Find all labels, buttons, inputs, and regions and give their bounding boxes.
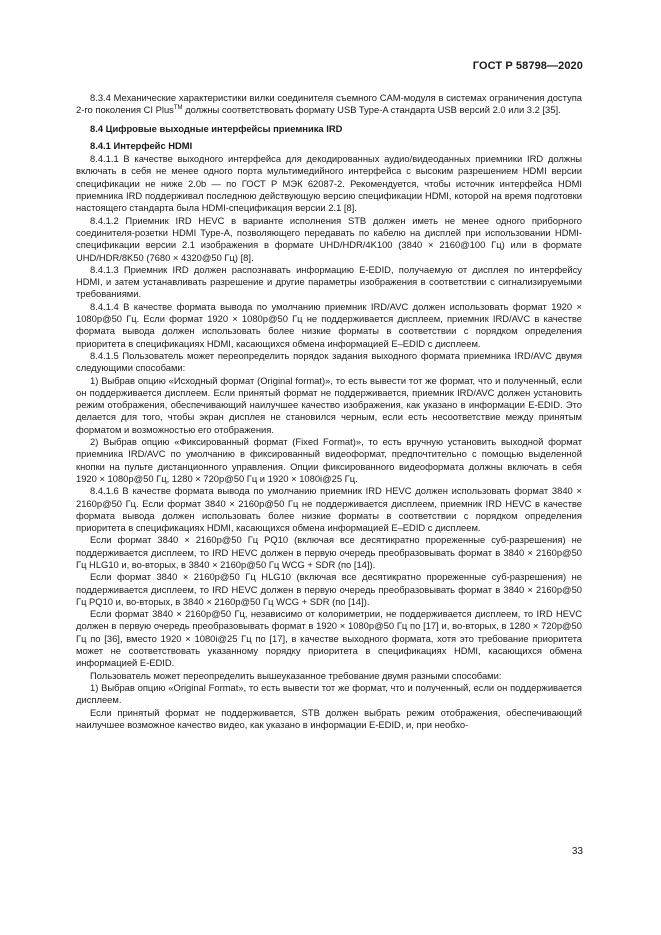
paragraph-8-4-1-4: 8.4.1.4 В качестве формата вывода по умолчанию приемник IRD/AVC должен использовать формат 1920 × 1080p@50 Гц. Если формат 1920 × 1080p@50 Гц не поддерживается дисплеем, приемник IRD/AVC в качестве формата вывода должен использовать более низкие форматы в соответствии с порядком определения приоритета в спецификациях HDMI, касающихся обмена информацией E–EDID с дисплеем. (76, 300, 582, 349)
document-code: ГОСТ Р 58798—2020 (472, 60, 583, 72)
document-body (76, 92, 582, 731)
paragraph-text: 8.3.4 Механические характеристики вилки соединителя съемного CAM-модуля в системах ограничения доступа 2-го поколения CI Plus (76, 92, 582, 116)
paragraph-user-override: Пользователь может переопределить вышеуказанное требование двумя разными способами: (90, 669, 502, 681)
paragraph-8-4-1-5-option-1: 1) Выбрав опцию «Исходный формат (Original format)», то есть вывести тот же формат, что и полученный, если он поддерживается дисплеем. Если принятый формат не поддерживается, приемник IRD/AVC должен установить режим отображения, обеспечивающий наилучшее качество изображения, как указано в информации E-EDID. Это делается для того, чтобы экран дисплея не становился черным, если есть несоответствие между принятым форматом и возможностью его отображения. (76, 374, 582, 435)
paragraph-8-4-1-1: 8.4.1.1 В качестве выходного интерфейса для декодированных аудио/видеоданных приемники IRD должны включать в себя не менее одного порта мультимедийного интерфейса с высоким разрешением HDMI версии спецификации не ниже 2.0b — по ГОСТ Р МЭК 62087-2. Рекомендуется, чтобы источник интерфейса HDMI приемника IRD поддерживал последнюю действующую версию спецификации HDMI, которой на время подготовки настоящего стандарта была HDMI-спецификация версии 2.1 [8]. (76, 153, 582, 214)
paragraph-unsupported-format: Если принятый формат не поддерживается, STB должен выбрать режим отображения, обеспечивающий наилучшее возможное качество видео, как указано в информации E-EDID, и, при необхо- (76, 706, 582, 730)
page-number: 33 (571, 846, 583, 857)
paragraph-hlg10: Если формат 3840 × 2160p@50 Гц HLG10 (включая все десятикратно прореженные суб-разрешения) не поддерживается дисплеем, то IRD HEVC должен в первую очередь преобразовывать формат в 3840 × 2160p@50 Гц PQ10 и, во-вторых, в 3840 × 2160p@50 Гц WCG + SDR (по [14]). (76, 571, 582, 607)
paragraph-8-4-1-2: 8.4.1.2 Приемник IRD HEVC в варианте исполнения STB должен иметь не менее одного приборного соединителя-розетки HDMI Type-A, позволяющего передавать по кабелю на дисплей при использовании HDMI-спецификации версии 2.1 изображения в формате UHD/HDR/4K100 (3840 × 2160@100 Гц) или в формате UHD/HDR/8K50 (7680 × 4320@50 Гц) [8]. (76, 214, 582, 263)
paragraph-8-4-1-5-option-2: 2) Выбрав опцию «Фиксированный формат (Fixed Format)», то есть вручную установить выходной формат приемника IRD/AVC по умолчанию в фиксированный видеоформат, предпочтительно с помощью выделенной кнопки на пульте дистанционного управления. Опции фиксированного видеоформата должны включать в себя 1920 × 1080p@50 Гц, 1280 × 720p@50 Гц и 1920 × 1080i@25 Гц. (76, 436, 582, 484)
paragraph-pq10: Если формат 3840 × 2160p@50 Гц PQ10 (включая все десятикратно прореженные суб-разрешения) не поддерживается дисплеем, то IRD HEVC должен в первую очередь преобразовывать формат в 3840 × 2160p@50 Гц HLG10 и, во-вторых, в 3840 × 2160p@50 Гц WCG + SDR (по [14]). (76, 534, 582, 570)
paragraph-8-4-1-3: 8.4.1.3 Приемник IRD должен распознавать информацию E-EDID, получаемую от дисплея по интерфейсу HDMI, и затем устанавливать разрешение и другие параметры изображения в соответствии с сигнализируемыми требованиями. (76, 263, 582, 300)
paragraph-8-3-4 (76, 92, 582, 117)
paragraph-user-option-1: 1) Выбрав опцию «Original Format», то есть вывести тот же формат, что и полученный, если он поддерживается дисплеем. (76, 681, 582, 706)
paragraph-text: должны соответствовать формату USB Type-A стандарта USB версий 2.0 или 3.2 [35]. (182, 104, 561, 116)
paragraph-colorimetry: Если формат 3840 × 2160p@50 Гц, независимо от колориметрии, не поддерживается дисплеем, то IRD HEVC должен в первую очередь преобразовывать формат в 1920 × 1080p@50 Гц по [17] и, во-вторых, в 1280 × 720p@50 Гц по [36], вместо 1920 × 1080i@25 Гц по [17], в качестве выходного формата, хотя это требование приоритета может не соответствовать указанному порядку приоритета в спецификациях HDMI, касающихся обмена информацией E-EDID. (76, 608, 582, 669)
section-heading-8-4: 8.4 Цифровые выходные интерфейсы приемника IRD (90, 122, 343, 134)
paragraph-8-4-1-6: 8.4.1.6 В качестве формата вывода по умолчанию приемник IRD HEVC должен использовать формат 3840 × 2160p@50 Гц. Если формат 3840 × 2160p@50 Гц не поддерживается дисплеем, приемник IRD HEVC в качестве формата вывода должен использовать более низкие форматы в соответствии с порядком определения приоритета в спецификациях HDMI, касающихся обмена информацией E–EDID с дисплеем. (76, 485, 582, 534)
subsection-heading-8-4-1: 8.4.1 Интерфейс HDMI (90, 139, 193, 151)
trademark-mark: TM (173, 105, 183, 112)
paragraph-8-4-1-5: 8.4.1.5 Пользователь может переопределить порядок задания выходного формата приемника IRD/AVC двумя следующими способами: (76, 349, 582, 374)
